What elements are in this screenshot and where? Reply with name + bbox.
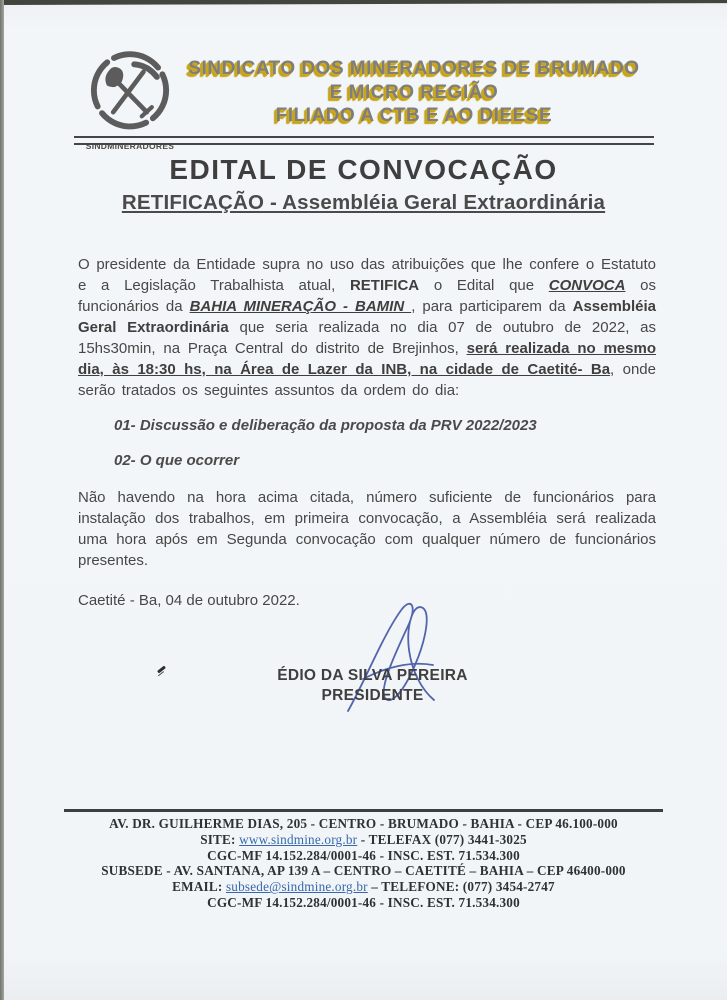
date-line: Caetité - Ba, 04 de outubro 2022. <box>78 592 300 609</box>
header-divider <box>74 136 654 145</box>
footer-link[interactable]: www.sindmine.org.br <box>239 831 358 847</box>
footer-line-site <box>40 832 687 848</box>
agenda-item-2: 02- O que ocorrer <box>114 452 240 469</box>
organization-title <box>158 57 670 128</box>
text-segment: - TELEFAX (077) 3441-3025 <box>357 831 527 847</box>
text-segment: CONVOCA <box>548 277 626 294</box>
text-segment: CGC-MF 14.152.284/0001-46 - INSC. EST. 71.534.300 <box>207 847 520 863</box>
text-segment: os funcionários da <box>78 277 657 315</box>
text-segment: SUBSEDE - AV. SANTANA, AP 139 A – CENTRO – CAETITÉ – BAHIA – CEP 46400-000 <box>101 863 626 879</box>
text-segment: – TELEFONE: (077) 3454-2747 <box>367 879 555 895</box>
signer-name: ÉDIO DA SILVA PEREIRA <box>277 667 468 684</box>
signer-role: PRESIDENTE <box>321 687 424 704</box>
logo-label: SINDMINERADORES <box>85 141 175 151</box>
signature-block <box>0 666 727 706</box>
letterhead-footer <box>40 816 687 911</box>
text-segment: SITE: <box>200 831 240 847</box>
text-segment: , onde serão tratados os seguintes assuntos da ordem do dia: <box>78 361 656 399</box>
body-paragraph-1 <box>78 254 656 401</box>
scan-edge-top <box>0 0 727 5</box>
footer-line-cgc-1 <box>40 848 687 864</box>
text-segment: RETIFICA <box>349 277 420 294</box>
footer-line-subsede <box>40 863 687 879</box>
text-segment: CGC-MF 14.152.284/0001-46 - INSC. EST. 71.534.300 <box>207 894 520 910</box>
org-title-line-3: FILIADO A CTB E AO DIEESE <box>275 105 553 126</box>
text-segment: o Edital que <box>419 277 549 294</box>
org-title-line-2: E MICRO REGIÃO <box>329 81 499 103</box>
footer-line-cgc-2 <box>40 895 687 911</box>
text-segment: O presidente da Entidade supra no uso das atribuições que lhe confere o Estatuto e a Legislação Trabalhista atual, <box>78 256 656 294</box>
text-segment: AV. DR. GUILHERME DIAS, 205 - CENTRO - BRUMADO - BAHIA - CEP 46.100-000 <box>109 816 618 831</box>
body-paragraph-2: Não havendo na hora acima citada, número suficiente de funcionários para instalação dos trabalhos, em primeira convocação, a Assembléia será realizada uma hora após em Segunda convocação com qualquer número de funcionários presentes. <box>78 489 656 569</box>
text-segment: que seria realizada no dia 07 de outubro de 2022, as 15hs30min, na Praça Central do distrito de Brejinhos, <box>78 319 657 357</box>
scan-edge-left <box>0 0 4 1000</box>
org-title-line-1: SINDICATO DOS MINERADORES DE BRUMADO <box>188 58 640 79</box>
text-segment: será realizada no mesmo dia, às 18:30 hs, na Área de Lazer da INB, na cidade de Caetité- Ba <box>78 340 656 378</box>
agenda-item-1: 01- Discussão e deliberação da proposta da PRV 2022/2023 <box>114 417 537 434</box>
text-segment: Assembléia Geral Extraordinária <box>78 298 656 336</box>
footer-line-email <box>40 879 687 895</box>
document-subtitle: RETIFICAÇÃO - Assembléia Geral Extraordinária <box>121 191 606 214</box>
document-title: EDITAL DE CONVOCAÇÃO <box>169 154 558 185</box>
footer-link[interactable]: subsede@sindmine.org.br <box>225 879 368 895</box>
text-segment: BAHIA MINERAÇÃO - BAMIN <box>189 298 412 315</box>
footer-line-address <box>40 816 687 832</box>
footer-divider <box>64 809 663 812</box>
text-segment: , para participarem da <box>411 298 573 315</box>
text-segment: EMAIL: <box>172 879 226 895</box>
